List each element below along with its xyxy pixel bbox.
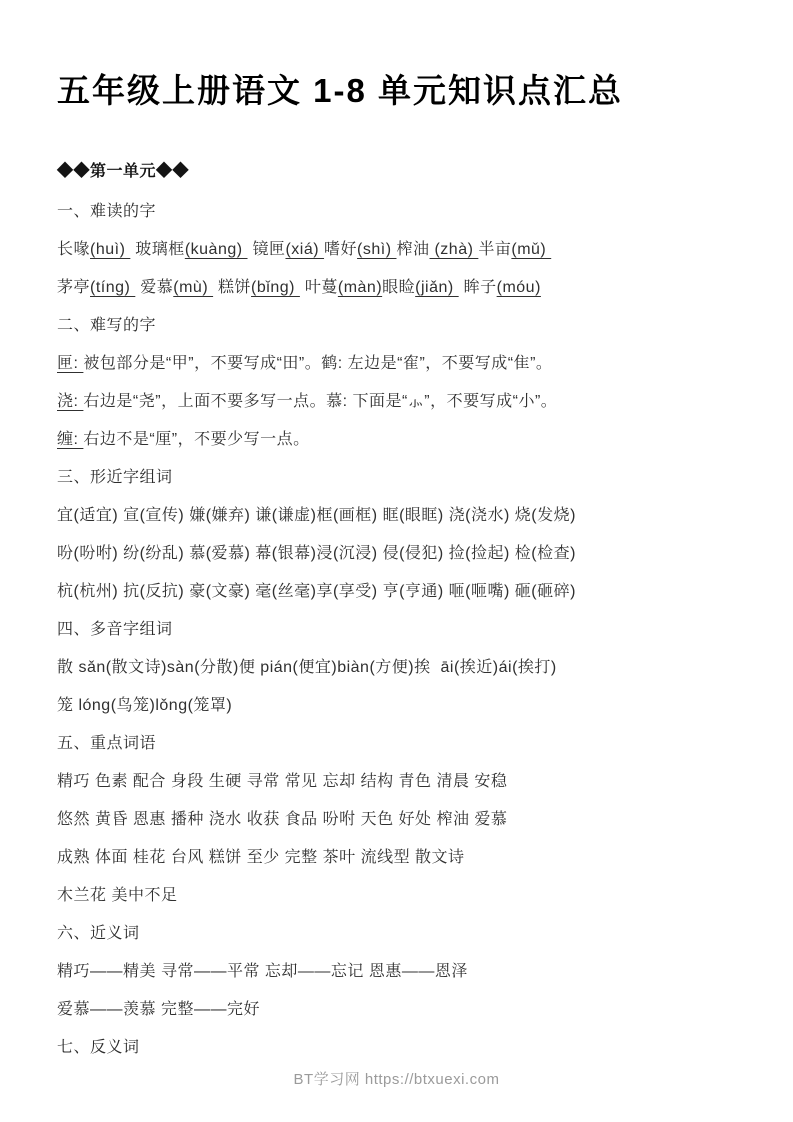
unit-header: ◆◆第一单元◆◆ <box>57 162 190 180</box>
text-segment: 散 sǎn(散文诗)sàn(分散)便 pián(便宜)biàn(方便)挨 āi(挨近)ái(挨打) <box>57 658 557 676</box>
text-line <box>57 839 736 877</box>
text-line <box>57 877 736 915</box>
page-title: 五年级上册语文 1-8 单元知识点汇总 <box>57 72 624 109</box>
footer-text: BT学习网 https://btxuexi.com <box>293 1071 500 1088</box>
underlined-text-segment: (tíng) <box>90 278 136 296</box>
underlined-text-segment: (shì) <box>357 240 397 258</box>
text-segment: 右边是“尧”，上面不要多写一点。慕: 下面是“⺗”，不要写成“小”。 <box>83 392 558 410</box>
text-segment: 被包部分是“甲”，不要写成“田”。鹤: 左边是“隺”，不要写成“隹”。 <box>83 354 553 372</box>
underlined-text-segment: (mǔ) <box>511 240 552 258</box>
text-segment: 茅亭 <box>57 278 91 296</box>
underlined-text-segment: 缠: <box>57 430 84 448</box>
text-line <box>57 763 736 801</box>
text-segment: 眼睑 <box>382 278 416 296</box>
underlined-text-segment: (jiǎn) <box>415 278 459 296</box>
section-heading: 六、近义词 <box>57 924 140 942</box>
underlined-text-segment: (xiá) <box>285 240 325 258</box>
text-segment: 眸子 <box>458 278 497 296</box>
text-line <box>57 269 736 307</box>
text-segment: 半亩 <box>478 240 512 258</box>
text-segment: 右边不是“厘”，不要少写一点。 <box>83 430 310 448</box>
text-segment: 精巧——精美 寻常——平常 忘却——忘记 恩惠——恩泽 <box>57 962 468 980</box>
text-line <box>57 497 736 535</box>
text-line <box>57 535 736 573</box>
underlined-text-segment: 匣: <box>57 354 84 372</box>
text-segment: 精巧 色素 配合 身段 生硬 寻常 常见 忘却 结构 青色 清晨 安稳 <box>57 772 508 790</box>
text-segment: 长喙 <box>57 240 91 258</box>
text-segment: 木兰花 美中不足 <box>57 886 178 904</box>
section-heading: 三、形近字组词 <box>57 468 173 486</box>
footer-credit <box>0 1068 793 1089</box>
text-line <box>57 991 736 1029</box>
text-segment: 悠然 黄昏 恩惠 播种 浇水 收获 食品 吩咐 天色 好处 榨油 爱慕 <box>57 810 508 828</box>
section-heading: 二、难写的字 <box>57 316 157 334</box>
text-segment: 叶蔓 <box>299 278 338 296</box>
text-segment: 镜匣 <box>247 240 286 258</box>
underlined-text-segment: 浇: <box>57 392 84 410</box>
text-segment: 爱慕——羡慕 完整——完好 <box>57 1000 260 1018</box>
text-line <box>57 649 736 687</box>
text-line <box>57 801 736 839</box>
section-heading: 五、重点词语 <box>57 734 157 752</box>
text-line <box>57 573 736 611</box>
section-heading: 七、反义词 <box>57 1038 140 1056</box>
text-segment: 玻璃框 <box>130 240 185 258</box>
underlined-text-segment: (bǐng) <box>251 278 300 296</box>
section-heading: 四、多音字组词 <box>57 620 173 638</box>
text-segment: 吩(吩咐) 纷(纷乱) 慕(爱慕) 幕(银幕)浸(沉浸) 侵(侵犯) 捡(捡起) 检(检查) <box>57 544 576 562</box>
text-segment: 榨油 <box>396 240 430 258</box>
underlined-text-segment: (kuàng) <box>184 240 248 258</box>
underlined-text-segment: (móu) <box>496 278 541 296</box>
text-line <box>57 231 736 269</box>
text-line <box>57 687 736 725</box>
underlined-text-segment: (màn) <box>337 278 383 296</box>
text-segment: 爱慕 <box>135 278 174 296</box>
underlined-text-segment: (mù) <box>173 278 214 296</box>
text-segment: 嗜好 <box>324 240 358 258</box>
section-heading: 一、难读的字 <box>57 202 157 220</box>
underlined-text-segment: (huì) <box>90 240 131 258</box>
underlined-text-segment: (zhà) <box>429 240 479 258</box>
text-line <box>57 421 736 459</box>
text-line <box>57 345 736 383</box>
text-segment: 糕饼 <box>213 278 252 296</box>
text-segment: 宜(适宜) 宣(宣传) 嫌(嫌弃) 谦(谦虚)框(画框) 眶(眼眶) 浇(浇水) 烧(发烧) <box>57 506 576 524</box>
text-line <box>57 383 736 421</box>
text-segment: 笼 lóng(鸟笼)lǒng(笼罩) <box>57 696 233 714</box>
text-segment: 成熟 体面 桂花 台风 糕饼 至少 完整 茶叶 流线型 散文诗 <box>57 848 465 866</box>
text-segment: 杭(杭州) 抗(反抗) 豪(文豪) 毫(丝毫)享(享受) 亨(亨通) 咂(咂嘴) 砸(砸碎) <box>57 582 576 600</box>
text-line <box>57 953 736 991</box>
content-body <box>57 193 736 1067</box>
